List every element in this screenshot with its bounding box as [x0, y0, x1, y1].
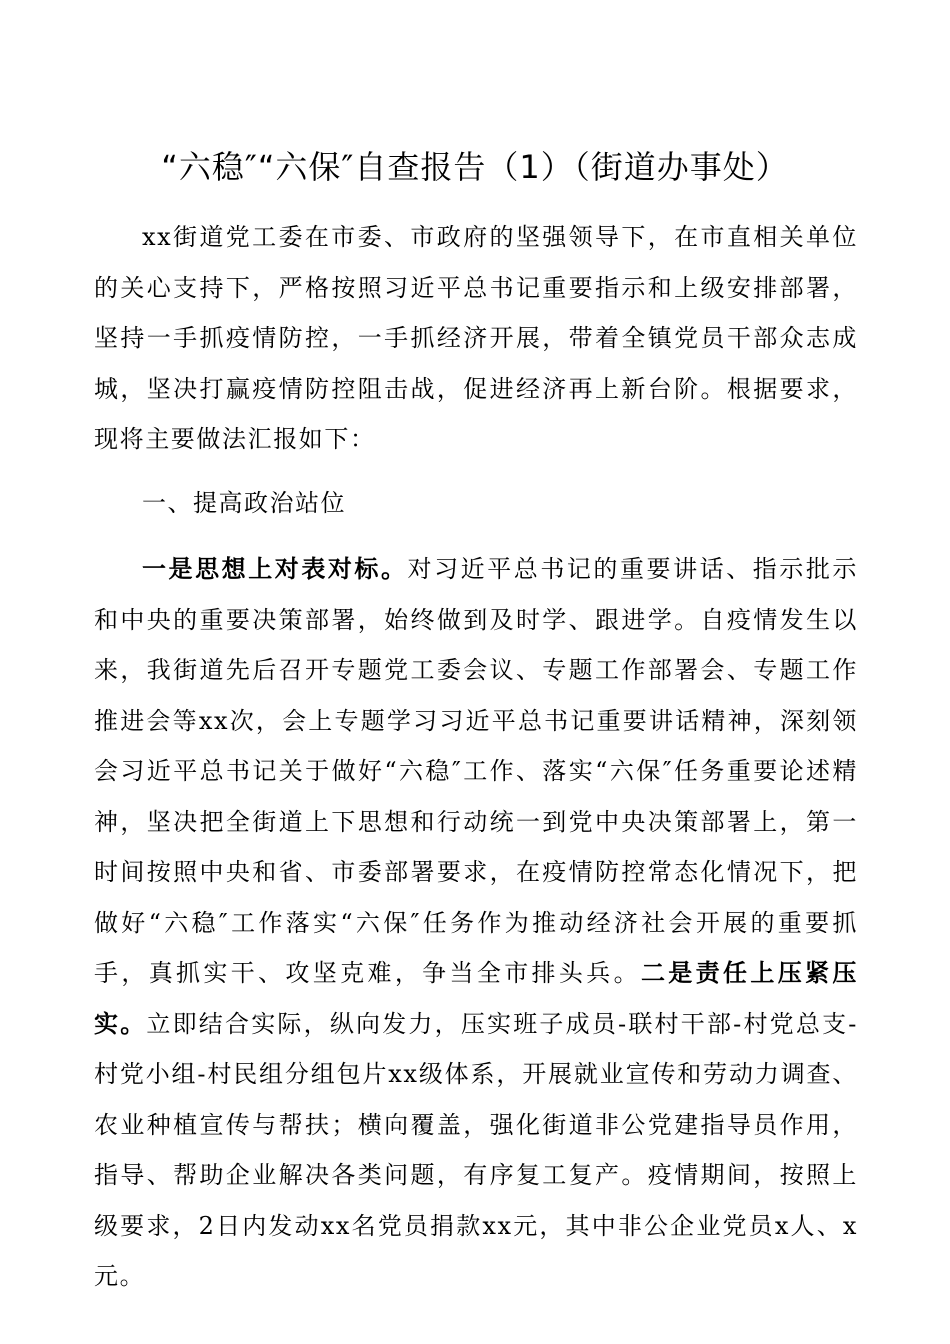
lead-phrase-responsibility: 二是责任上压紧压实。	[94, 959, 858, 1038]
section-paragraph	[94, 544, 858, 1302]
lead-phrase-thinking: 一是思想上对表对标。	[142, 555, 408, 583]
paragraph-text-thinking: 对习近平总书记的重要讲话、指示批示和中央的重要决策部署，始终做到及时学、跟进学。自疫情发生以来，我街道先后召开专题党工委会议、专题工作部署会、专题工作推进会等xx次，会上专题学习习近平总书记重要讲话精神，深刻领会习近平总书记关于做好“六稳″工作、落实“六保″任务重要论述精神，坚决把全街道上下思想和行动统一到党中央决策部署上，第一时间按照中央和省、市委部署要求，在疫情防控常态化情况下，把做好“六稳″工作落实“六保″任务作为推动经济社会开展的重要抓手，真抓实干、攻坚克难，争当全市排头兵。	[94, 555, 859, 987]
paragraph-text-responsibility: 立即结合实际，纵向发力，压实班子成员-联村干部-村党总支-村党小组-村民组分组包片xx级体系，开展就业宣传和劳动力调查、农业种植宣传与帮扶；横向覆盖，强化街道非公党建指导员作用，指导、帮助企业解决各类问题，有序复工复产。疫情期间，按照上级要求，2日内发动xx名党员捐款xx元，其中非公企业党员x人、x元。	[94, 1009, 858, 1290]
section-heading: 一、提高政治站位	[142, 489, 346, 517]
document-title: “六稳″“六保″自查报告（1）（街道办事处）	[161, 148, 789, 186]
intro-paragraph: xx街道党工委在市委、市政府的坚强领导下，在市直相关单位的关心支持下，严格按照习近平总书记重要指示和上级安排部署，坚持一手抓疫情防控，一手抓经济开展，带着全镇党员干部众志成城，坚决打赢疫情防控阻击战，促进经济再上新台阶。根据要求，现将主要做法汇报如下：	[94, 223, 858, 453]
